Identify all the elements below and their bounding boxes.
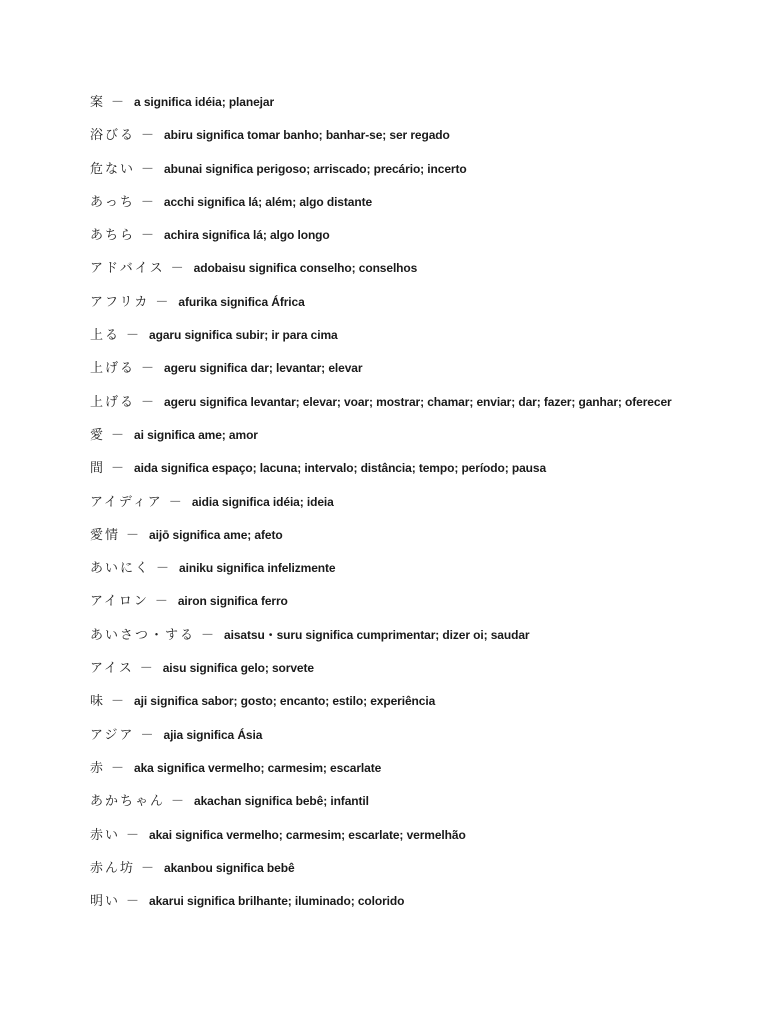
japanese-term: 案 (90, 95, 106, 110)
separator: － (111, 461, 125, 477)
vocabulary-entry (90, 556, 750, 589)
japanese-term: 間 (90, 461, 106, 477)
vocabulary-entry (90, 123, 750, 156)
separator: － (140, 194, 154, 210)
separator: － (141, 860, 155, 876)
vocabulary-entry (90, 789, 750, 822)
japanese-term: 上げる (90, 394, 136, 410)
separator: － (141, 161, 155, 177)
japanese-term: 赤 (90, 760, 106, 776)
separator: － (141, 361, 155, 377)
vocabulary-entry (90, 656, 750, 689)
japanese-term: 味 (90, 694, 106, 710)
separator: － (168, 494, 182, 510)
japanese-term: 愛 (90, 427, 106, 443)
definition: aida significa espaço; lacuna; intervalo; distância; tempo; período; pausa (134, 461, 547, 476)
japanese-term: アフリカ (90, 294, 150, 310)
japanese-term: 危ない (90, 161, 136, 177)
japanese-term: アジア (90, 727, 135, 743)
vocabulary-entry (90, 356, 750, 389)
vocabulary-entry (90, 223, 750, 256)
definition: aisatsu・suru significa cumprimentar; dizer oi; saudar (224, 627, 530, 642)
japanese-term: 浴びる (90, 128, 136, 144)
japanese-term: 上げる (90, 361, 136, 377)
vocabulary-entry (90, 190, 750, 223)
separator: － (201, 627, 215, 643)
definition: akanbou significa bebê (164, 860, 295, 875)
definition: akachan significa bebê; infantil (194, 794, 369, 809)
vocabulary-entry (90, 623, 750, 656)
definition: a significa idéia; planejar (134, 95, 275, 109)
definition: aijō significa ame; afeto (149, 527, 283, 542)
definition: agaru significa subir; ir para cima (149, 328, 338, 343)
japanese-term: あちら (90, 228, 136, 244)
japanese-term: 愛情 (90, 527, 121, 543)
separator: － (111, 427, 125, 443)
japanese-term: アイス (90, 661, 134, 677)
vocabulary-entry (90, 456, 750, 489)
definition: akai significa vermelho; carmesim; escarlate; vermelhão (149, 827, 466, 842)
japanese-term: アイディア (90, 494, 163, 510)
japanese-term: 上る (90, 328, 121, 344)
japanese-term: 赤ん坊 (90, 860, 136, 876)
vocabulary-entry (90, 889, 750, 922)
japanese-term: あっち (90, 194, 135, 210)
separator: － (111, 95, 125, 110)
definition: afurika significa África (178, 294, 305, 309)
definition: abunai significa perigoso; arriscado; precário; incerto (164, 161, 467, 176)
vocabulary-entry (90, 523, 750, 556)
separator: － (139, 661, 153, 677)
definition: acchi significa lá; além; algo distante (163, 194, 373, 209)
separator: － (126, 894, 140, 910)
definition: abiru significa tomar banho; banhar-se; ser regado (164, 128, 450, 143)
separator: － (111, 760, 125, 776)
definition: ai significa ame; amor (134, 427, 258, 442)
definition: aidia significa idéia; ideia (191, 494, 334, 509)
definition: aisu significa gelo; sorvete (162, 661, 314, 676)
vocabulary-entry (90, 756, 750, 789)
vocabulary-entry (90, 423, 750, 456)
definition: ajia significa Ásia (163, 727, 263, 742)
vocabulary-entry (90, 723, 750, 756)
definition: ageru significa dar; levantar; elevar (164, 361, 363, 376)
separator: － (111, 694, 125, 710)
vocabulary-entry (90, 290, 750, 323)
definition: ageru significa levantar; elevar; voar; mostrar; chamar; enviar; dar; fazer; ganhar; oferecer (164, 394, 672, 409)
separator: － (156, 561, 170, 577)
separator: － (154, 594, 168, 610)
definition: aji significa sabor; gosto; encanto; estilo; experiência (134, 694, 436, 709)
separator: － (126, 527, 140, 543)
japanese-term: 赤い (90, 827, 121, 843)
vocabulary-entry (90, 490, 750, 523)
separator: － (141, 228, 155, 244)
separator: － (171, 794, 185, 810)
definition: adobaisu significa conselho; conselhos (193, 261, 418, 276)
separator: － (141, 128, 155, 144)
definition: airon significa ferro (177, 594, 288, 609)
separator: － (126, 827, 140, 843)
japanese-term: あいにく (90, 561, 151, 577)
vocabulary-entry (90, 256, 750, 289)
separator: － (141, 394, 155, 410)
definition: achira significa lá; algo longo (164, 228, 330, 243)
vocabulary-entry (90, 90, 750, 123)
definition: akarui significa brilhante; iluminado; colorido (149, 894, 405, 909)
japanese-term: 明い (90, 894, 121, 910)
vocabulary-entry (90, 689, 750, 722)
separator: － (170, 261, 184, 277)
vocabulary-entry (90, 390, 750, 423)
separator: － (155, 294, 169, 310)
vocabulary-list (90, 90, 750, 922)
vocabulary-entry (90, 856, 750, 889)
vocabulary-entry (90, 589, 750, 622)
japanese-term: アドバイス (90, 261, 165, 277)
japanese-term: アイロン (90, 594, 149, 610)
definition: aka significa vermelho; carmesim; escarlate (134, 760, 382, 775)
japanese-term: あいさつ・する (90, 627, 196, 643)
vocabulary-entry (90, 157, 750, 190)
vocabulary-entry (90, 823, 750, 856)
vocabulary-entry (90, 323, 750, 356)
separator: － (126, 328, 140, 344)
separator: － (140, 727, 154, 743)
definition: ainiku significa infelizmente (179, 561, 336, 576)
japanese-term: あかちゃん (90, 794, 166, 810)
